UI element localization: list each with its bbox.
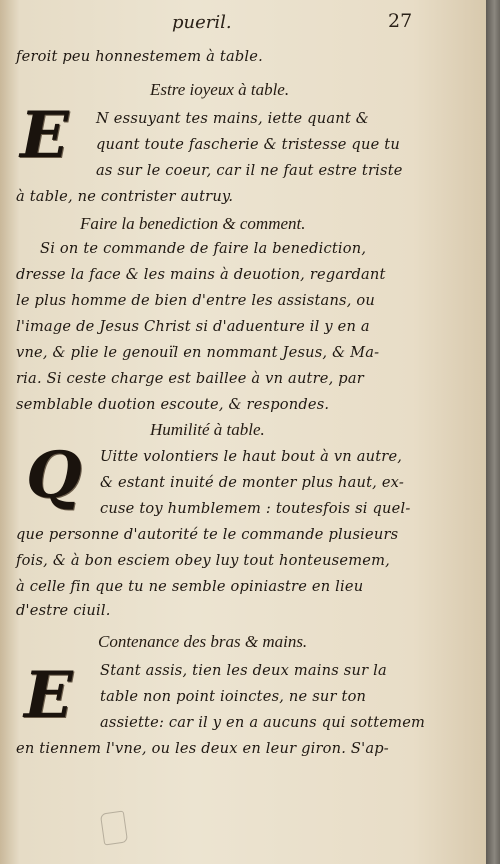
text-line: dresse la face & les mains à deuotion, regardant	[16, 266, 386, 283]
text-line: l'image de Jesus Christ si d'aduenture il y en a	[16, 318, 370, 335]
text-line: Uitte volontiers le haut bout à vn autre,	[100, 448, 403, 465]
text-line: cuse toy humblemem : toutesfois si quel-	[100, 500, 411, 517]
section-heading: Humilité à table.	[150, 420, 265, 439]
text-line: as sur le coeur, car il ne faut estre triste	[96, 162, 403, 179]
section-heading: Contenance des bras & mains.	[98, 632, 308, 651]
text-line: quant toute fascherie & tristesse que tu	[96, 136, 400, 153]
text-line: Si on te commande de faire la benediction,	[40, 240, 367, 257]
drop-capital: E	[20, 98, 69, 173]
drop-capital: E	[24, 658, 73, 733]
text-line: ria. Si ceste charge est baillee à vn autre, par	[16, 370, 364, 387]
text-line: à celle fin que tu ne semble opiniastre en lieu	[16, 578, 364, 595]
running-head-title: pueril.	[172, 12, 232, 33]
text-line: table non point ioinctes, ne sur ton	[100, 688, 367, 705]
text-line: Stant assis, tien les deux mains sur la	[100, 662, 387, 679]
text-line: le plus homme de bien d'entre les assistans, ou	[16, 292, 376, 309]
library-stamp-mark	[100, 810, 128, 845]
text-line: semblable duotion escoute, & respondes.	[16, 396, 330, 413]
text-line: N essuyant tes mains, iette quant &	[96, 110, 369, 127]
text-line: & estant inuité de monter plus haut, ex-	[100, 474, 404, 491]
text-line: vne, & plie le genouïl en nommant Jesus, & Ma-	[16, 344, 380, 361]
text-line: en tiennem l'vne, ou les deux en leur giron. S'ap-	[16, 740, 389, 757]
text-line: à table, ne contrister autruy.	[16, 188, 234, 205]
running-head	[0, 10, 486, 36]
page-number: 27	[388, 10, 413, 32]
drop-capital: Q	[26, 438, 82, 513]
text-line: que personne d'autorité te le commande plusieurs	[16, 526, 399, 543]
text-line: feroit peu honnestemem à table.	[16, 48, 263, 65]
section-heading: Faire la benediction & comment.	[80, 214, 306, 233]
text-line: assiette: car il y en a aucuns qui sottemem	[100, 714, 426, 731]
text-line: d'estre ciuil.	[16, 602, 111, 619]
text-line: fois, & à bon esciem obey luy tout honteusemem,	[16, 552, 390, 569]
section-heading: Estre ioyeux à table.	[150, 80, 290, 99]
page-edge	[486, 0, 500, 864]
